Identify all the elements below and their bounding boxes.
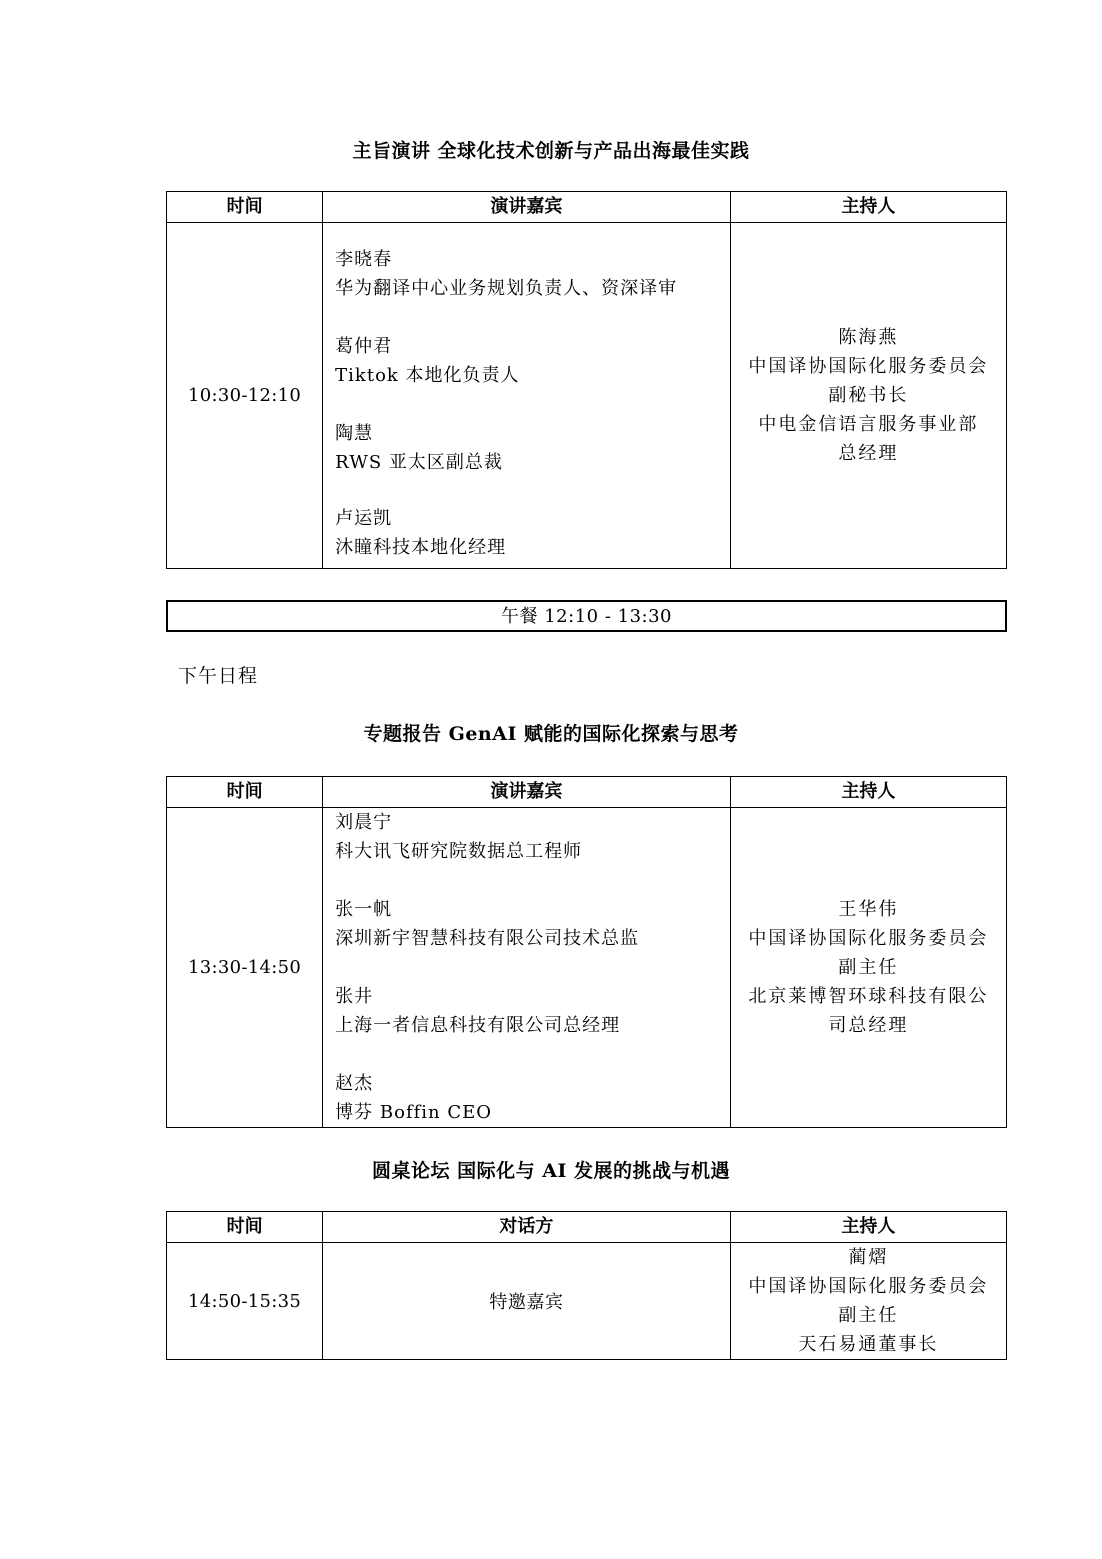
host-company: 天石易通董事长 bbox=[798, 1334, 939, 1355]
speaker-name: 刘晨宁 bbox=[335, 812, 393, 833]
session-time: 10:30-12:10 bbox=[167, 223, 323, 569]
speaker-title: 深圳新宇智慧科技有限公司技术总监 bbox=[335, 928, 640, 949]
table-row bbox=[167, 1243, 1007, 1360]
speaker-name: 葛仲君 bbox=[335, 336, 393, 357]
table-header-row bbox=[167, 192, 1007, 223]
afternoon-label: 下午日程 bbox=[178, 665, 259, 687]
speaker-title: Tiktok 本地化负责人 bbox=[335, 365, 520, 386]
speaker-title: 博芬 Boffin CEO bbox=[335, 1102, 493, 1123]
session-time: 13:30-14:50 bbox=[167, 808, 323, 1128]
header-speakers: 演讲嘉宾 bbox=[323, 777, 730, 808]
header-time: 时间 bbox=[167, 1212, 323, 1243]
speaker-title: 沐瞳科技本地化经理 bbox=[335, 537, 507, 558]
speaker-title: 上海一者信息科技有限公司总经理 bbox=[335, 1015, 621, 1036]
host-role: 副秘书长 bbox=[828, 385, 909, 406]
table-header-row bbox=[167, 1212, 1007, 1243]
speaker-name: 张一帆 bbox=[335, 899, 393, 920]
host-company-role: 司总经理 bbox=[828, 1015, 909, 1036]
speaker-title: 华为翻译中心业务规划负责人、资深译审 bbox=[335, 278, 678, 299]
speaker-list bbox=[323, 808, 730, 1128]
host-org: 中国译协国际化服务委员会 bbox=[748, 928, 989, 949]
speaker-name: 李晓春 bbox=[335, 249, 393, 270]
speaker-list bbox=[323, 223, 730, 569]
header-host: 主持人 bbox=[730, 1212, 1006, 1243]
keynote-title: 主旨演讲 全球化技术创新与产品出海最佳实践 bbox=[352, 140, 750, 162]
host-company: 中电金信语言服务事业部 bbox=[758, 414, 979, 435]
speaker-title: RWS 亚太区副总裁 bbox=[335, 452, 503, 473]
host-org: 中国译协国际化服务委员会 bbox=[748, 356, 989, 377]
header-dialog: 对话方 bbox=[323, 1212, 730, 1243]
host-name: 陈海燕 bbox=[838, 327, 899, 348]
header-host: 主持人 bbox=[730, 192, 1006, 223]
host-name: 王华伟 bbox=[838, 899, 899, 920]
header-time: 时间 bbox=[167, 777, 323, 808]
host-cell bbox=[730, 808, 1006, 1128]
table-row bbox=[167, 223, 1007, 569]
host-company: 北京莱博智环球科技有限公 bbox=[748, 986, 989, 1007]
header-speakers: 演讲嘉宾 bbox=[323, 192, 730, 223]
table-row bbox=[167, 808, 1007, 1128]
host-name: 蔺熠 bbox=[848, 1247, 889, 1268]
session-time: 14:50-15:35 bbox=[167, 1243, 323, 1360]
host-role: 副主任 bbox=[838, 1305, 899, 1326]
host-cell bbox=[730, 223, 1006, 569]
table-header-row bbox=[167, 777, 1007, 808]
keynote-table bbox=[166, 191, 1007, 569]
speaker-name: 陶慧 bbox=[335, 423, 374, 444]
header-host: 主持人 bbox=[730, 777, 1006, 808]
host-org: 中国译协国际化服务委员会 bbox=[748, 1276, 989, 1297]
lunch-bar: 午餐 12:10 - 13:30 bbox=[166, 600, 1007, 632]
host-cell bbox=[730, 1243, 1006, 1360]
report-table bbox=[166, 776, 1007, 1128]
forum-table bbox=[166, 1211, 1007, 1360]
speaker-name: 卢运凯 bbox=[335, 508, 393, 529]
speaker-name: 赵杰 bbox=[335, 1073, 374, 1094]
report-title: 专题报告 GenAI 赋能的国际化探索与思考 bbox=[363, 723, 739, 745]
forum-title: 圆桌论坛 国际化与 AI 发展的挑战与机遇 bbox=[372, 1160, 730, 1182]
speaker-name: 张井 bbox=[335, 986, 374, 1007]
header-time: 时间 bbox=[167, 192, 323, 223]
dialog-party: 特邀嘉宾 bbox=[323, 1243, 730, 1360]
host-role: 副主任 bbox=[838, 957, 899, 978]
speaker-title: 科大讯飞研究院数据总工程师 bbox=[335, 841, 583, 862]
host-company-role: 总经理 bbox=[838, 443, 899, 464]
